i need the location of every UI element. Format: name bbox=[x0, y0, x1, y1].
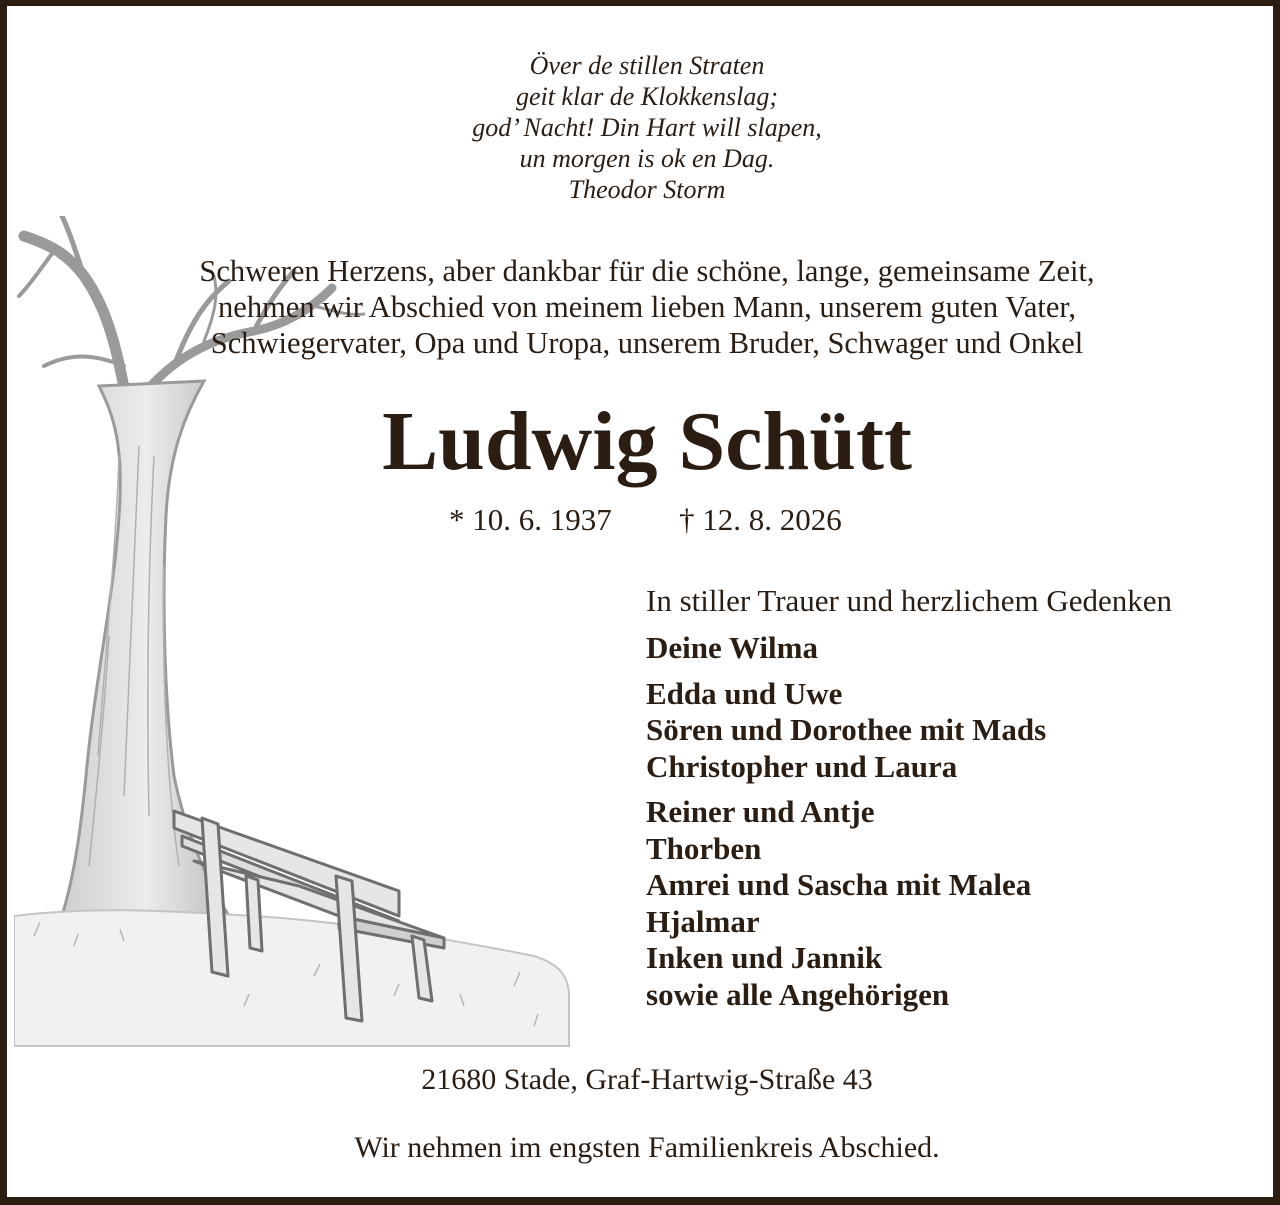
birth-date: * 10. 6. 1937 bbox=[449, 502, 612, 537]
poem-line: Över de stillen Straten bbox=[529, 51, 765, 80]
deceased-name: Ludwig Schütt bbox=[382, 395, 912, 488]
family-address: 21680 Stade, Graf-Hartwig-Straße 43 bbox=[421, 1063, 873, 1096]
ground bbox=[14, 910, 569, 1046]
mourner-name: Amrei und Sascha mit Malea bbox=[646, 867, 1032, 902]
mourner-name: Hjalmar bbox=[646, 903, 760, 939]
mourners-list bbox=[646, 630, 1046, 1013]
closing-note: Wir nehmen im engsten Familienkreis Abschied. bbox=[354, 1131, 940, 1164]
mourner-name: Christopher und Laura bbox=[646, 748, 958, 784]
poem-line: god’ Nacht! Din Hart will slapen, bbox=[472, 113, 822, 142]
poem-line: un morgen is ok en Dag. bbox=[519, 144, 775, 173]
announcement-text bbox=[7, 253, 1280, 361]
poem-quote bbox=[7, 50, 1280, 205]
announcement-line: Schwiegervater, Opa und Uropa, unserem Bruder, Schwager und Onkel bbox=[210, 326, 1084, 360]
death-date: † 12. 8. 2026 bbox=[679, 502, 842, 537]
announcement-line: nehmen wir Abschied von meinem lieben Mann, unserem guten Vater, bbox=[218, 290, 1076, 324]
poem-author: Theodor Storm bbox=[568, 175, 726, 204]
mourner-name: Edda und Uwe bbox=[646, 675, 843, 711]
mourner-name: Deine Wilma bbox=[646, 630, 818, 665]
mourner-name: Thorben bbox=[646, 830, 762, 866]
poem-line: geit klar de Klokkenslag; bbox=[515, 82, 779, 111]
mourner-name: Reiner und Antje bbox=[646, 794, 875, 829]
mourner-name: Sören und Dorothee mit Mads bbox=[646, 712, 1047, 747]
mourner-name: Inken und Jannik bbox=[646, 940, 883, 975]
announcement-line: Schweren Herzens, aber dankbar für die schöne, lange, gemeinsame Zeit, bbox=[199, 254, 1095, 288]
mourner-name: sowie alle Angehörigen bbox=[646, 976, 950, 1012]
mourning-intro: In stiller Trauer und herzlichem Gedenken bbox=[646, 583, 1172, 618]
